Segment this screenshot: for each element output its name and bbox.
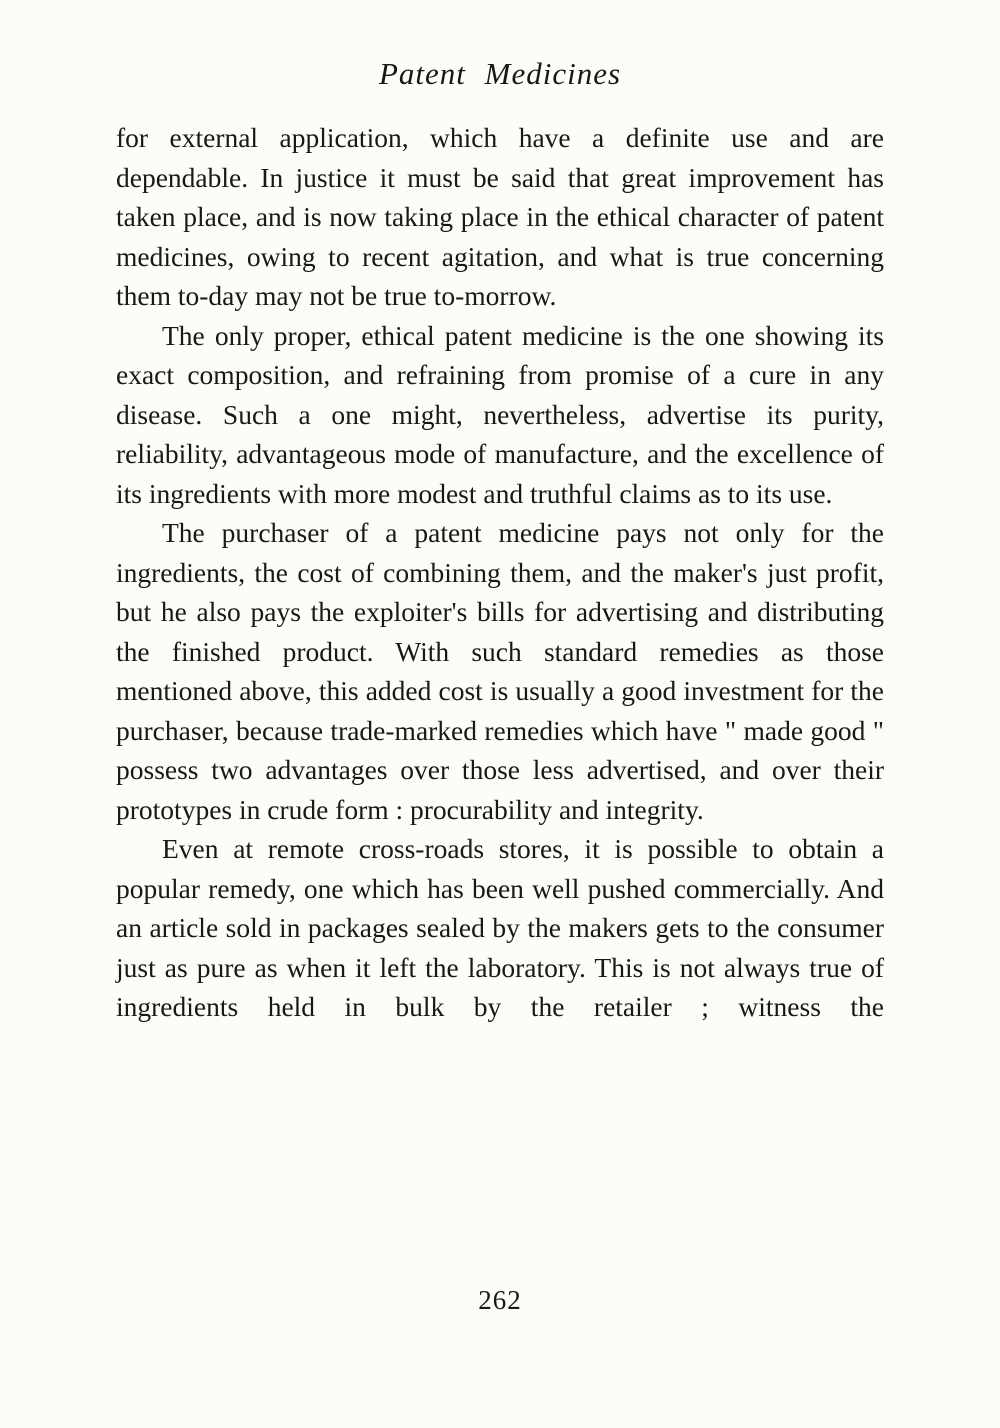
paragraph: The only proper, ethical patent medicine is the one showing its exact composition, and refraining from promise of a cure in any disease. Such a one might, nevertheless, advertise its purity, reliability, advantageous mode of manufacture, and the excellence of its ingredients with more modest and truthful claims as to its use. — [116, 319, 884, 509]
paragraph: The purchaser of a patent medicine pays not only for the ingredients, the cost of combining them, and the maker's just profit, but he also pays the exploiter's bills for advertising and distributing the finished product. With such standard remedies as those mentioned above, this added cost is usually a good investment for the purchaser, because trade-marked remedies which have " made good " possess two advantages over those less advertised, and over their prototypes in crude form : procurability and integrity. — [116, 517, 884, 825]
body-text — [116, 118, 884, 1027]
page-number: 262 — [478, 1285, 522, 1315]
paragraph-continuation: for external application, which have a definite use and are dependable. In justice it must be said that great improvement has taken place, and is now taking place in the ethical character of patent medicines, owing to recent agitation, and what is true concerning them to-day may not be true to-morrow. — [116, 122, 884, 311]
paragraph-runs-to-next-page: Even at remote cross-roads stores, it is possible to obtain a popular remedy, one which has been well pushed commercially. And an article sold in packages sealed by the makers gets to the consumer just as pure as when it left the laboratory. This is not always true of ingredients held in bulk by the retailer ; witness the — [116, 833, 884, 1022]
running-head: Patent Medicines — [378, 56, 622, 91]
